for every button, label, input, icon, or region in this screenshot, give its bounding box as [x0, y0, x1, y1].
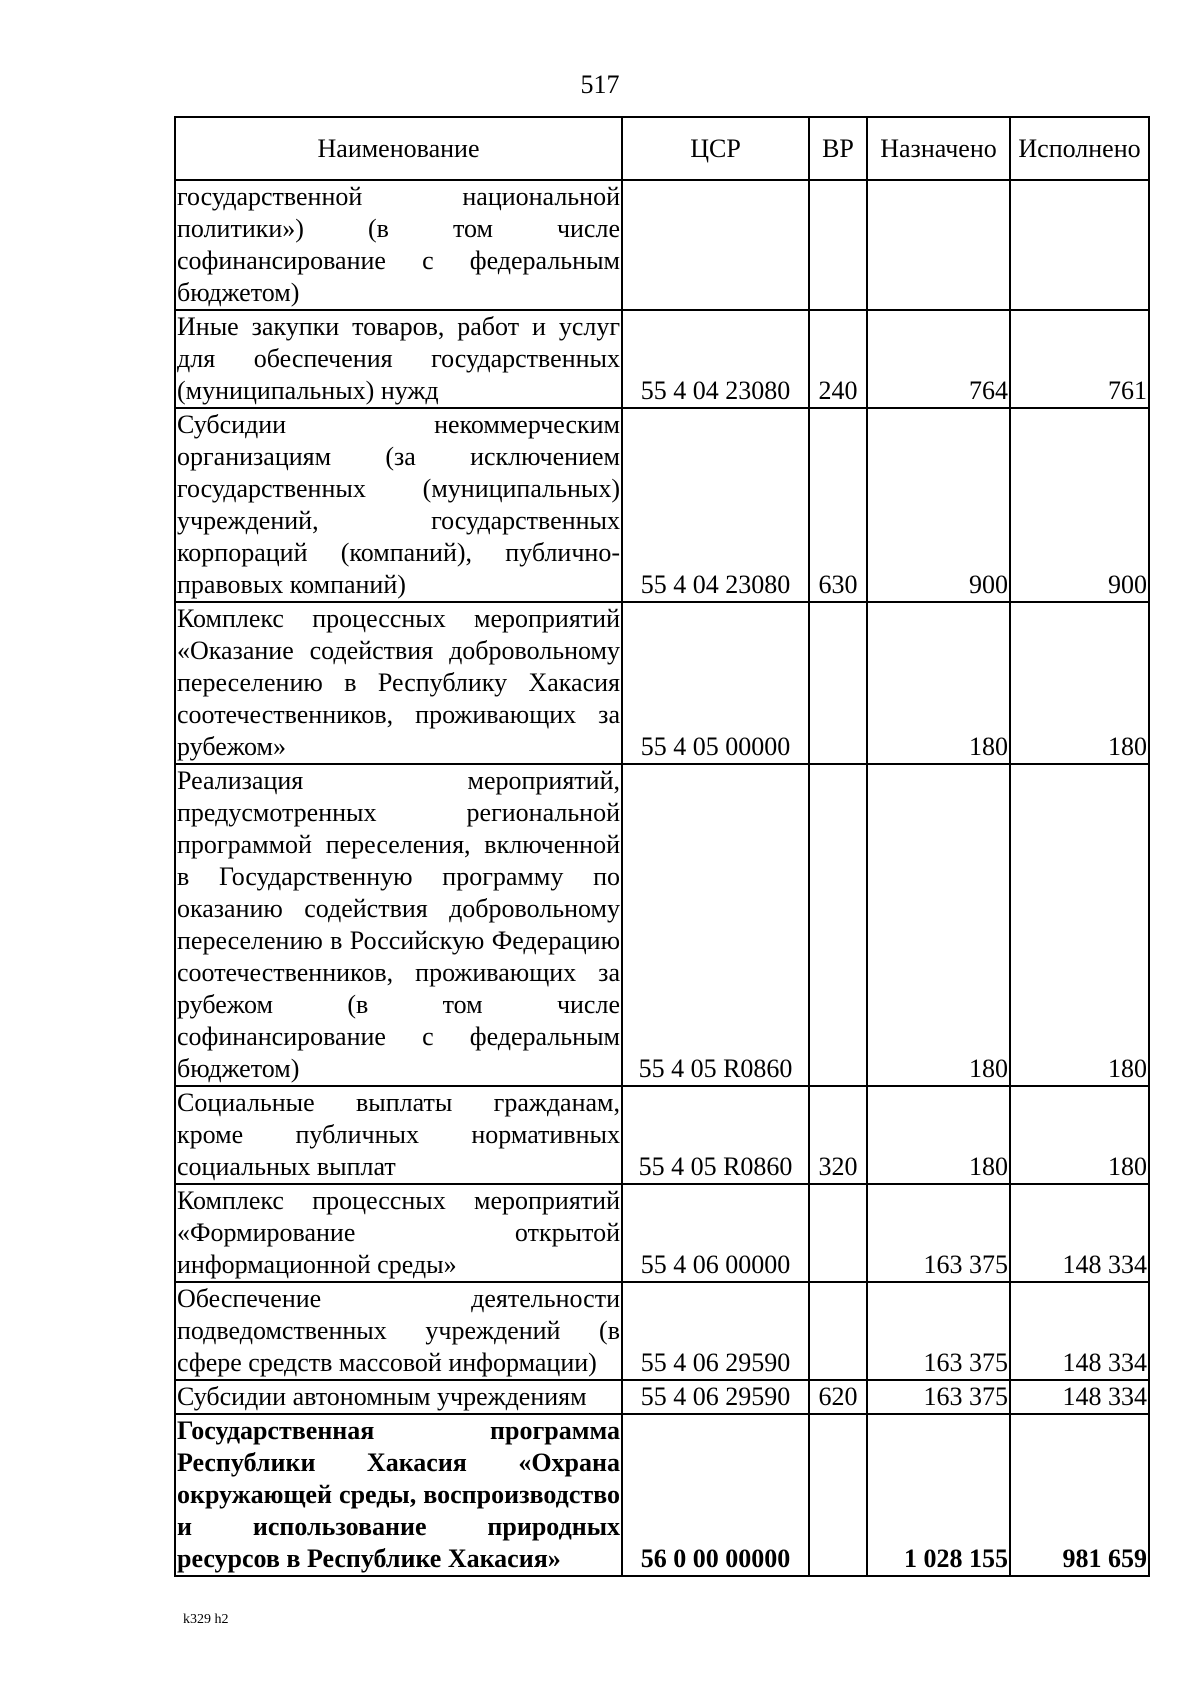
table-row [175, 1086, 1149, 1184]
header-csr: ЦСР [622, 117, 809, 180]
row-vr [809, 764, 867, 1086]
row-name: Обеспечение деятельности подведомственных учреждений (в сфере средств массовой информации) [175, 1282, 622, 1380]
row-name: Комплекс процессных мероприятий «Оказание содействия добровольному переселению в Республику Хакасия соотечественников, проживающих за рубежом» [175, 602, 622, 764]
row-csr: 55 4 06 00000 [622, 1184, 809, 1282]
row-planned: 180 [867, 1086, 1010, 1184]
row-name: Субсидии некоммерческим организациям (за исключением государственных (муниципальных) учреждений, государственных корпораций (компаний), публично-правовых компаний) [175, 408, 622, 602]
row-vr [809, 1282, 867, 1380]
document-code: k329 h2 [183, 1612, 229, 1627]
row-planned: 1 028 155 [867, 1414, 1010, 1576]
row-csr: 55 4 06 29590 [622, 1282, 809, 1380]
row-executed: 148 334 [1010, 1380, 1149, 1414]
table-header-row [175, 117, 1149, 180]
row-executed: 180 [1010, 764, 1149, 1086]
table-row [175, 602, 1149, 764]
row-vr: 320 [809, 1086, 867, 1184]
row-csr: 56 0 00 00000 [622, 1414, 809, 1576]
row-name: Иные закупки товаров, работ и услуг для обеспечения государственных (муниципальных) нужд [175, 310, 622, 408]
page-number: 517 [580, 70, 620, 99]
table-row [175, 180, 1149, 310]
row-planned: 163 375 [867, 1380, 1010, 1414]
row-executed [1010, 180, 1149, 310]
row-executed: 761 [1010, 310, 1149, 408]
table-row [175, 1380, 1149, 1414]
table-row [175, 1184, 1149, 1282]
row-vr: 620 [809, 1380, 867, 1414]
row-executed: 148 334 [1010, 1184, 1149, 1282]
header-name: Наименование [175, 117, 622, 180]
header-planned: Назначено [867, 117, 1010, 180]
row-planned: 900 [867, 408, 1010, 602]
row-csr: 55 4 05 R0860 [622, 1086, 809, 1184]
row-planned [867, 180, 1010, 310]
row-vr [809, 1414, 867, 1576]
row-name: Социальные выплаты гражданам, кроме публичных нормативных социальных выплат [175, 1086, 622, 1184]
row-executed: 180 [1010, 602, 1149, 764]
row-name: государственной национальной политики») (в том числе софинансирование с федеральным бюджетом) [175, 180, 622, 310]
row-planned: 180 [867, 602, 1010, 764]
budget-table [174, 116, 1150, 1577]
table-row [175, 408, 1149, 602]
table-row [175, 310, 1149, 408]
row-planned: 163 375 [867, 1282, 1010, 1380]
header-executed: Исполнено [1010, 117, 1149, 180]
row-planned: 764 [867, 310, 1010, 408]
row-name: Субсидии автономным учреждениям [175, 1380, 622, 1414]
table-row [175, 764, 1149, 1086]
row-vr [809, 602, 867, 764]
row-vr [809, 1184, 867, 1282]
row-planned: 163 375 [867, 1184, 1010, 1282]
row-vr: 630 [809, 408, 867, 602]
row-name: Государственная программа Республики Хакасия «Охрана окружающей среды, воспроизводство и использование природных ресурсов в Республике Хакасия» [175, 1414, 622, 1576]
row-executed: 148 334 [1010, 1282, 1149, 1380]
table-row-total [175, 1414, 1149, 1576]
row-csr: 55 4 04 23080 [622, 408, 809, 602]
row-name: Реализация мероприятий, предусмотренных региональной программой переселения, включенной в Государственную программу по оказанию содействия добровольному переселению в Российскую Федерацию соотечественников, проживающих за рубежом (в том числе софинансирование с федеральным бюджетом) [175, 764, 622, 1086]
header-vr: ВР [809, 117, 867, 180]
row-executed: 900 [1010, 408, 1149, 602]
row-csr: 55 4 05 R0860 [622, 764, 809, 1086]
row-csr: 55 4 04 23080 [622, 310, 809, 408]
row-vr: 240 [809, 310, 867, 408]
row-vr [809, 180, 867, 310]
row-csr [622, 180, 809, 310]
table-row [175, 1282, 1149, 1380]
row-executed: 180 [1010, 1086, 1149, 1184]
row-csr: 55 4 05 00000 [622, 602, 809, 764]
row-csr: 55 4 06 29590 [622, 1380, 809, 1414]
row-planned: 180 [867, 764, 1010, 1086]
row-executed: 981 659 [1010, 1414, 1149, 1576]
row-name: Комплекс процессных мероприятий «Формирование открытой информационной среды» [175, 1184, 622, 1282]
